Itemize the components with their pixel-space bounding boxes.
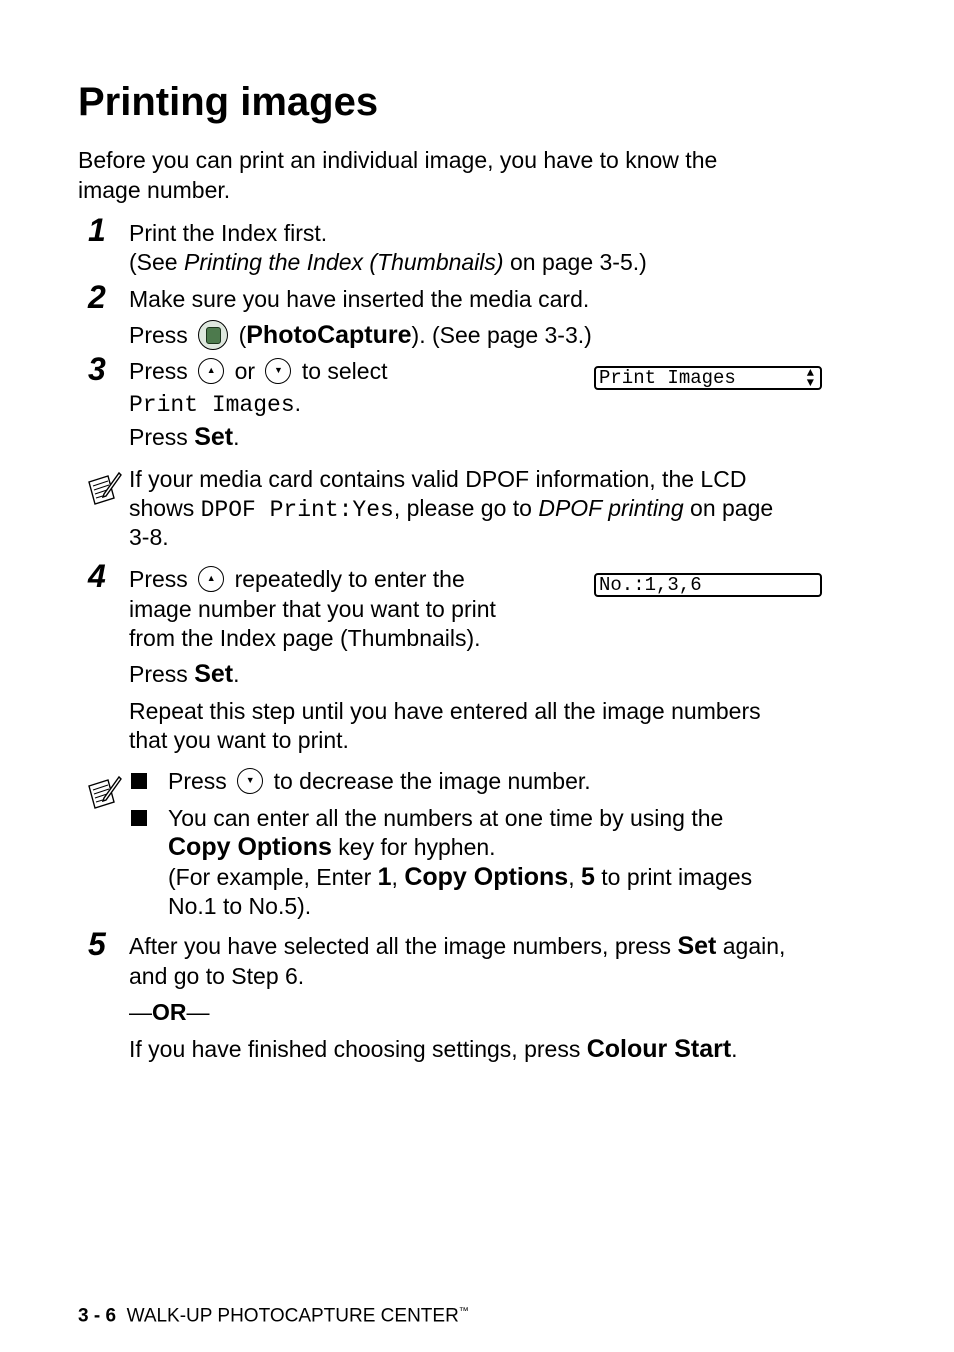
scroll-arrows-icon: ▲ ▼ — [806, 366, 814, 390]
step4-repeat-line-2: that you want to print. — [129, 727, 349, 753]
footer-title: WALK-UP PHOTOCAPTURE CENTER — [126, 1305, 459, 1327]
step4-line-2: image number that you want to print — [129, 596, 496, 622]
down-arrow-key-icon: ▼ — [265, 358, 291, 384]
step3-press-line: Press ▲ or ▼ to select — [129, 358, 388, 384]
down-arrow-key-icon: ▼ — [237, 768, 263, 794]
step3-press-set: Press Set. — [129, 423, 240, 451]
page-title: Printing images — [78, 80, 379, 124]
note2-bullet-2-line-2: Copy Options key for hyphen. — [168, 833, 496, 861]
up-arrow-key-icon: ▲ — [198, 566, 224, 592]
trademark-symbol: ™ — [458, 1306, 469, 1317]
intro-line-2: image number. — [78, 177, 231, 203]
page-footer — [78, 1300, 469, 1328]
step-number-2: 2 — [88, 279, 106, 315]
note1-line-1: If your media card contains valid DPOF information, the LCD — [129, 466, 747, 492]
step1-reference: (See Printing the Index (Thumbnails) on page 3-5.) — [129, 249, 647, 275]
step2-press-line: Press (PhotoCapture). (See page 3-3.) — [129, 321, 592, 349]
step-number-4: 4 — [88, 558, 106, 594]
step-number-3: 3 — [88, 351, 106, 387]
note-pencil-icon — [86, 774, 122, 812]
step4-line-1: Press ▲ repeatedly to enter the — [129, 566, 465, 592]
note-pencil-icon — [86, 470, 122, 508]
step5-or-separator: —OR— — [129, 999, 210, 1025]
intro-line-1: Before you can print an individual image, you have to know the — [78, 147, 718, 173]
step5-line-2: and go to Step 6. — [129, 963, 305, 989]
step-number-1: 1 — [88, 212, 106, 248]
bullet-square-icon — [131, 810, 147, 826]
lcd-display-print-images: Print Images ▲ ▼ — [594, 366, 822, 390]
step2-text: Make sure you have inserted the media card. — [129, 286, 590, 312]
step5-line-3: If you have finished choosing settings, press Colour Start. — [129, 1035, 738, 1063]
note2-bullet-2-line-3: (For example, Enter 1, Copy Options, 5 to print images — [168, 863, 753, 891]
photocapture-button-icon — [198, 320, 228, 350]
note2-bullet-2-line-1: You can enter all the numbers at one time by using the — [168, 805, 724, 831]
step4-line-3: from the Index page (Thumbnails). — [129, 625, 481, 651]
step4-repeat-line-1: Repeat this step until you have entered all the image numbers — [129, 698, 761, 724]
step3-menu-name: Print Images. — [129, 390, 302, 418]
note2-bullet-2-line-4: No.1 to No.5). — [168, 893, 312, 919]
up-arrow-key-icon: ▲ — [198, 358, 224, 384]
step5-line-1: After you have selected all the image numbers, press Set again, — [129, 932, 786, 960]
note2-bullet-1: Press ▼ to decrease the image number. — [168, 768, 591, 794]
lcd-display-image-numbers: No.:1,3,6 — [594, 573, 822, 597]
step4-press-set: Press Set. — [129, 660, 240, 688]
note1-line-2: shows DPOF Print:Yes, please go to DPOF printing on page — [129, 495, 774, 523]
note1-line-3: 3-8. — [129, 524, 169, 550]
step-number-5: 5 — [88, 926, 106, 962]
step1-text: Print the Index first. — [129, 220, 328, 246]
bullet-square-icon — [131, 773, 147, 789]
page-number: 3 - 6 — [78, 1305, 117, 1327]
